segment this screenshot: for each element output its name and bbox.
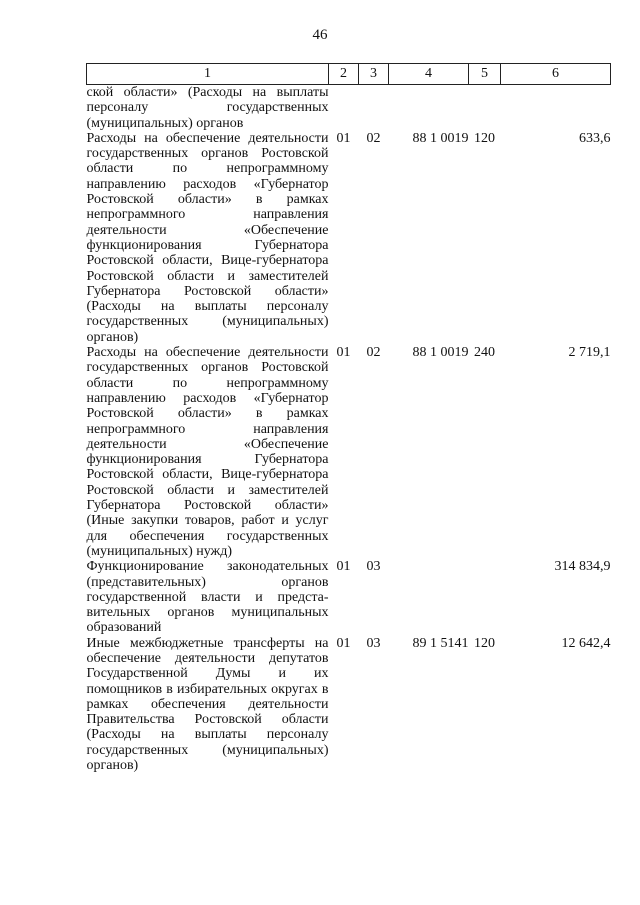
row-amount: 12 642,4 bbox=[561, 635, 611, 651]
row-description: ской области» (Расходы на выплаты персоналу государственных (муниципальных) органов bbox=[86, 85, 329, 131]
header-col-5: 5 bbox=[469, 64, 501, 85]
row-subsection-code bbox=[359, 85, 389, 131]
row-target-article: 88 1 0019 bbox=[412, 345, 469, 361]
header-col-3: 3 bbox=[359, 64, 389, 85]
row-subsection-code: 03 bbox=[366, 559, 381, 575]
header-col-4: 4 bbox=[389, 64, 469, 85]
table-header-row bbox=[87, 64, 611, 85]
table-row bbox=[87, 85, 611, 131]
page-number: 46 bbox=[312, 27, 328, 43]
row-description: Функционирование законодательных (представительных) органов государственной власти и представительных органов муниципальных образований bbox=[86, 559, 329, 636]
table-row bbox=[87, 131, 611, 345]
row-amount: 633,6 bbox=[579, 130, 611, 146]
row-description: Расходы на обеспечение деятельности государственных органов Ростовской области по непрограммному направлению расходов «Губернатор Ростовской области» в рамках непрограммного направления деятельности «Обеспечение функционирования Губернатора Ростовской области, Вице-губернатора Ростовской области и заместителей Губернатора Ростовской области» (Иные закупки товаров, работ и услуг для обеспечения государственных (муниципальных) нужд) bbox=[86, 345, 329, 559]
row-section-code bbox=[329, 85, 359, 131]
row-subsection-code: 02 bbox=[366, 130, 381, 146]
row-expense-type bbox=[469, 559, 501, 635]
header-col-6: 6 bbox=[501, 64, 611, 85]
row-target-article: 89 1 5141 bbox=[412, 635, 469, 651]
row-expense-type bbox=[469, 85, 501, 131]
row-section-code: 01 bbox=[336, 559, 351, 575]
row-expense-type: 240 bbox=[474, 345, 495, 361]
row-expense-type: 120 bbox=[474, 635, 495, 651]
row-section-code: 01 bbox=[336, 345, 351, 361]
row-amount: 2 719,1 bbox=[568, 345, 611, 361]
row-section-code: 01 bbox=[336, 130, 351, 146]
row-target-article bbox=[389, 559, 469, 635]
row-target-article bbox=[389, 85, 469, 131]
header-col-1: 1 bbox=[87, 64, 329, 85]
row-expense-type: 120 bbox=[474, 130, 495, 146]
row-section-code: 01 bbox=[336, 635, 351, 651]
row-description: Расходы на обеспечение деятельности государственных органов Ростовской области по непрограммному направлению расходов «Губернатор Ростовской области» в рамках непрограммного направления деятельности «Обеспечение функционирования Губернатора Ростовской области, Вице-губернатора Ростовской области и заместителей Губернатора Ростовской области» (Расходы на выплаты персоналу государственных (муниципальных) органов) bbox=[86, 130, 329, 345]
row-description: Иные межбюджетные трансферты на обеспечение деятельности депутатов Государственной Думы и их помощников в избирательных округах в рамках обеспечения деятельности Правительства Ростовской области (Расходы на выплаты персоналу государственных (муниципальных) органов) bbox=[86, 635, 329, 774]
row-target-article: 88 1 0019 bbox=[412, 130, 469, 146]
budget-table bbox=[86, 63, 611, 773]
table-row bbox=[87, 345, 611, 559]
table-row bbox=[87, 636, 611, 774]
row-amount bbox=[501, 85, 611, 131]
table-row bbox=[87, 559, 611, 635]
header-col-2: 2 bbox=[329, 64, 359, 85]
row-subsection-code: 02 bbox=[366, 345, 381, 361]
row-subsection-code: 03 bbox=[366, 635, 381, 651]
row-amount: 314 834,9 bbox=[554, 559, 611, 575]
